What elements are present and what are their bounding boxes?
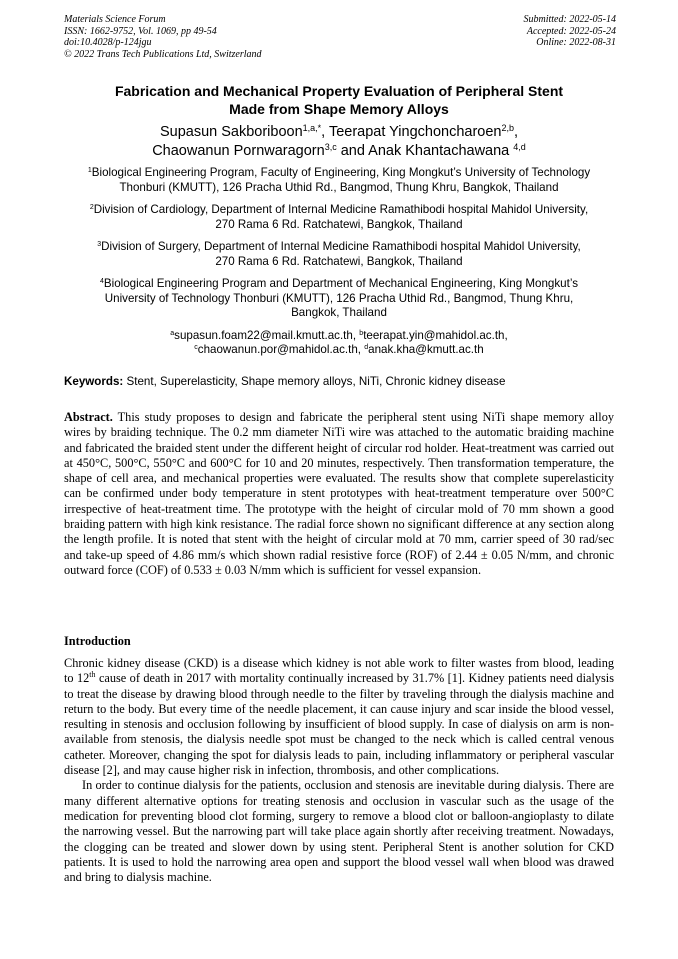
author-3-sup: 3,c (324, 142, 337, 152)
affiliation-line: Thonburi (KMUTT), 126 Pracha Uthid Rd., Bangmod, Thung Khru, Bangkok, Thailand (119, 180, 559, 194)
paragraph: In order to continue dialysis for the patients, occlusion and stenosis are inevitable during dialysis. There are many different alternative options for treating stenosis and occlusion in vascular such as the usage of the medication for preventing blood clot forming, surgery to remove a blood clot or balloon-angioplasty to dilate the narrowing vessel. But the narrowing part will take place again shortly after receiving treatment. Nowadays, the clogging can be treated and slower down by using stent. Peripheral Stent is another solution for CKD patients. It is used to hold the narrowing area open and support the blood vessel wall when blood was drawed and bring to dialysis machine. (64, 778, 614, 885)
paper-title (64, 82, 614, 118)
keywords-text: Stent, Superelasticity, Shape memory alloys, NiTi, Chronic kidney disease (123, 375, 506, 388)
author-2-sup: 2,b (501, 123, 515, 133)
author-1: Supasun Sakboriboon (159, 124, 303, 140)
paragraph (64, 656, 614, 778)
journal-name: Materials Science Forum (64, 14, 166, 25)
email-link[interactable]: supasun.foam22@mail.kmutt.ac.th, (174, 328, 360, 342)
submitted-date: Submitted: 2022-05-14 (523, 14, 616, 25)
copyright: © 2022 Trans Tech Publications Ltd, Switzerland (64, 48, 262, 60)
abstract-text: This study proposes to design and fabricate the peripheral stent using NiTi shape memory alloy wires by braiding technique. The 0.2 mm diameter NiTi wire was attached to the automatic braiding machine and fabricated the braided stent under the different height of circular rod holder. Heat-treatment was carried out at 450°C, 500°C, 550°C and 600°C for 10 and 20 minutes, respectively. Then transformation temperature, the shape of cell area, and mechanical properties were evaluated. The results show that complete superelasticity can be confirmed under body temperature in stent prototypes with heat-treatment temperature over 500°C irrespective of heat-treatment time. The prototype with the height of circular mold of 70 mm shown a good braiding pattern with high kink resistance. The radial force shown no significant difference at any section along the length profile. It is noted that stent with the height of circular mold at 70 mm, carrier speed of 30 rad/sec and take-up speed of 4.86 mm/s which shown radial resistive force (ROF) of 2.44 ± 0.05 N/mm, and chronic outward force (COF) of 0.533 ± 0.03 N/mm which is sufficient for vessel expansion. (64, 410, 614, 577)
affiliation-line: University of Technology Thonburi (KMUTT), 126 Pracha Uthid Rd., Bangmod, Thung Khru, (104, 291, 574, 305)
doi[interactable]: doi:10.4028/p-124jgu (64, 37, 152, 48)
keywords-label: Keywords: (64, 375, 124, 388)
author-2: Teerapat Yingchoncharoen (328, 124, 502, 140)
affiliation-number: 2 (89, 204, 94, 211)
affiliation-line: Division of Cardiology, Department of Internal Medicine Ramathibodi hospital Mahidol University, (93, 203, 589, 216)
introduction-body (64, 656, 614, 885)
affiliation-line: Bangkok, Thailand (291, 306, 387, 319)
author-1-sup: 1,a,* (302, 123, 322, 133)
dates-info (524, 14, 617, 49)
affiliations (60, 166, 618, 358)
author-4: Anak Khantachawana (368, 143, 514, 159)
affiliation-line: 270 Rama 6 Rd. Ratchatewi, Bangkok, Thailand (215, 254, 463, 268)
email-sup: c (194, 344, 198, 351)
affiliation-3 (60, 240, 618, 269)
accepted-date: Accepted: 2022-05-24 (526, 25, 616, 37)
section-heading-introduction: Introduction (64, 634, 131, 648)
affiliation-line: Biological Engineering Program and Department of Mechanical Engineering, King Mongkut’s (103, 277, 579, 290)
affiliation-line: 270 Rama 6 Rd. Ratchatewi, Bangkok, Thailand (215, 217, 463, 231)
paragraph-text: Chronic kidney disease (CKD) is a disease which kidney is not able work to filter wastes from blood, leading to 12 (64, 656, 614, 686)
affiliation-4 (60, 277, 618, 321)
author-3: Chaowanun Pornwaragorn (152, 143, 325, 159)
affiliation-line: Division of Surgery, Department of Internal Medicine Ramathibodi hospital Mahidol University, (101, 240, 581, 253)
affiliation-line: Biological Engineering Program, Faculty of Engineering, King Mongkut’s University of Technology (91, 166, 591, 179)
abstract (64, 410, 614, 578)
ordinal-sup: th (89, 670, 96, 680)
email-link[interactable]: anak.kha@kmutt.ac.th (368, 343, 484, 356)
email-sup: a (170, 329, 175, 337)
journal-info (64, 14, 262, 60)
affiliation-1 (60, 166, 618, 195)
paragraph-text: cause of death in 2017 with mortality continually increased by 31.7% [1]. Kidney patients need dialysis to treat the disease by drawing blood through needle to the filter by traveling through the dialysis machine and return to the body. But every time of the needle placement, it can cause injury and scar inside the blood vessel, resulting in stenosis and occlusion following by insufficient of blood supply. In case of dialysis on arm is non-available from stenosis, the dialysis needle spot must be changed to the neck which is called central venous catheter. Moreover, changing the spot for dialysis leads to pain, including inflammatory or peripheral vascular disease [2], and may cause higher risk in infection, thrombosis, and other complications. (64, 671, 615, 778)
email-sup: b (359, 329, 364, 337)
affiliation-2 (60, 203, 618, 232)
email-link[interactable]: chaowanun.por@mahidol.ac.th, (197, 343, 365, 356)
author-list: Supasun Sakboriboon$^{1,a,*}$, Teerapat Yingchoncharoen$^{2,b}$, Chaowanun Pornwaragorn$^{3,c}$ and Anak Khantachawana $^{4,d}$ (152, 123, 526, 159)
title-line-1: Fabrication and Mechanical Property Evaluation of Peripheral Stent (114, 83, 564, 99)
abstract-label: Abstract. (64, 410, 113, 424)
author-and: and (336, 143, 369, 159)
author-4-sup: 4,d (513, 142, 526, 152)
affiliation-number: 4 (99, 278, 104, 285)
affiliation-number: 3 (97, 241, 102, 248)
email-list (60, 329, 618, 358)
email-link[interactable]: teerapat.yin@mahidol.ac.th, (363, 328, 508, 342)
title-line-2: Made from Shape Memory Alloys (229, 101, 449, 117)
keywords (64, 375, 614, 389)
email-sup: d (364, 344, 369, 351)
online-date: Online: 2022-08-31 (536, 37, 616, 48)
issn: ISSN: 1662-9752, Vol. 1069, pp 49-54 (64, 25, 217, 37)
affiliation-number: 1 (87, 167, 92, 174)
